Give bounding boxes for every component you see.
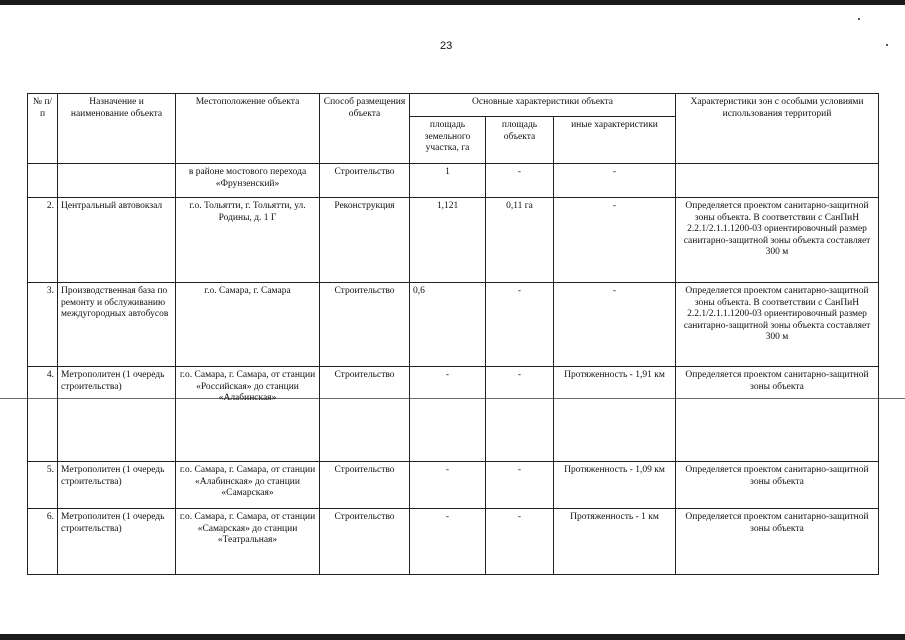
- cell-purpose: Метрополитен (1 очередь строительства): [58, 367, 176, 462]
- cell-land-area: 1,121: [410, 198, 486, 283]
- table-row: [28, 164, 879, 198]
- header-row: [28, 94, 879, 117]
- cell-num: 2.: [28, 198, 58, 283]
- cell-location: г.о. Самара, г. Самара, от станции «Российская» до станции «Алабинская»: [176, 367, 320, 462]
- scan-border-top: [0, 0, 905, 5]
- cell-method: Строительство: [320, 462, 410, 509]
- cell-purpose: [58, 164, 176, 198]
- cell-other: -: [554, 164, 676, 198]
- cell-purpose: Метрополитен (1 очередь строительства): [58, 509, 176, 575]
- cell-method: Строительство: [320, 367, 410, 462]
- cell-object-area: -: [486, 164, 554, 198]
- scan-speck: [886, 44, 888, 46]
- scan-speck: [858, 18, 860, 20]
- cell-purpose: Центральный автовокзал: [58, 198, 176, 283]
- cell-location: г.о. Самара, г. Самара, от станции «Алабинская» до станции «Самарская»: [176, 462, 320, 509]
- page-number: 23: [440, 40, 453, 52]
- cell-other: Протяженность - 1,91 км: [554, 367, 676, 462]
- cell-location: г.о. Тольятти, г. Тольятти, ул. Родины, д. 1 Г: [176, 198, 320, 283]
- cell-other: -: [554, 283, 676, 367]
- cell-location: в районе мостового перехода «Фрунзенский»: [176, 164, 320, 198]
- cell-num: 6.: [28, 509, 58, 575]
- cell-zones: Определяется проектом санитарно-защитной зоны объекта. В соответствии с СанПиН 2.2.1/2.1.1.1200-03 ориентировочный размер санитарно-защитной зоны объекта составляет 300 м: [676, 283, 879, 367]
- cell-method: Строительство: [320, 164, 410, 198]
- cell-zones: Определяется проектом санитарно-защитной зоны объекта: [676, 509, 879, 575]
- header-other-chars: иные характеристики: [554, 117, 676, 164]
- cell-object-area: -: [486, 509, 554, 575]
- cell-zones: Определяется проектом санитарно-защитной зоны объекта: [676, 462, 879, 509]
- cell-object-area: -: [486, 283, 554, 367]
- cell-num: 5.: [28, 462, 58, 509]
- header-num: № п/п: [28, 94, 58, 164]
- cell-method: Реконструкция: [320, 198, 410, 283]
- cell-object-area: -: [486, 462, 554, 509]
- cell-method: Строительство: [320, 283, 410, 367]
- header-object-area: площадь объекта: [486, 117, 554, 164]
- cell-land-area: 1: [410, 164, 486, 198]
- cell-land-area: -: [410, 367, 486, 462]
- cell-method: Строительство: [320, 509, 410, 575]
- objects-table: [27, 93, 879, 575]
- cell-zones: Определяется проектом санитарно-защитной зоны объекта: [676, 367, 879, 462]
- cell-other: Протяженность - 1,09 км: [554, 462, 676, 509]
- cell-other: Протяженность - 1 км: [554, 509, 676, 575]
- cell-zones: [676, 164, 879, 198]
- table-row: [28, 198, 879, 283]
- header-land-area: площадь земельного участка, га: [410, 117, 486, 164]
- header-location: Местоположение объекта: [176, 94, 320, 164]
- cell-location: г.о. Самара, г. Самара, от станции «Самарская» до станции «Театральная»: [176, 509, 320, 575]
- cell-object-area: -: [486, 367, 554, 462]
- header-purpose: Назначение и наименование объекта: [58, 94, 176, 164]
- cell-land-area: -: [410, 509, 486, 575]
- header-zones: Характеристики зон с особыми условиями использования территорий: [676, 94, 879, 164]
- scan-border-bottom: [0, 634, 905, 640]
- table-row: [28, 367, 879, 462]
- table-row: [28, 283, 879, 367]
- cell-num: 3.: [28, 283, 58, 367]
- table-row: [28, 462, 879, 509]
- cell-zones: Определяется проектом санитарно-защитной зоны объекта. В соответствии с СанПиН 2.2.1/2.1.1.1200-03 ориентировочный размер санитарно-защитной зоны объекта составляет 300 м: [676, 198, 879, 283]
- cell-location: г.о. Самара, г. Самара: [176, 283, 320, 367]
- cell-object-area: 0,11 га: [486, 198, 554, 283]
- cell-num: [28, 164, 58, 198]
- table-row: [28, 509, 879, 575]
- header-method: Способ размещения объекта: [320, 94, 410, 164]
- cell-land-area: -: [410, 462, 486, 509]
- cell-num: 4.: [28, 367, 58, 462]
- header-main-chars: Основные характеристики объекта: [410, 94, 676, 117]
- cell-purpose: Метрополитен (1 очередь строительства): [58, 462, 176, 509]
- cell-other: -: [554, 198, 676, 283]
- cell-purpose: Производственная база по ремонту и обслуживанию междугородных автобусов: [58, 283, 176, 367]
- cell-land-area: 0,6: [410, 283, 486, 367]
